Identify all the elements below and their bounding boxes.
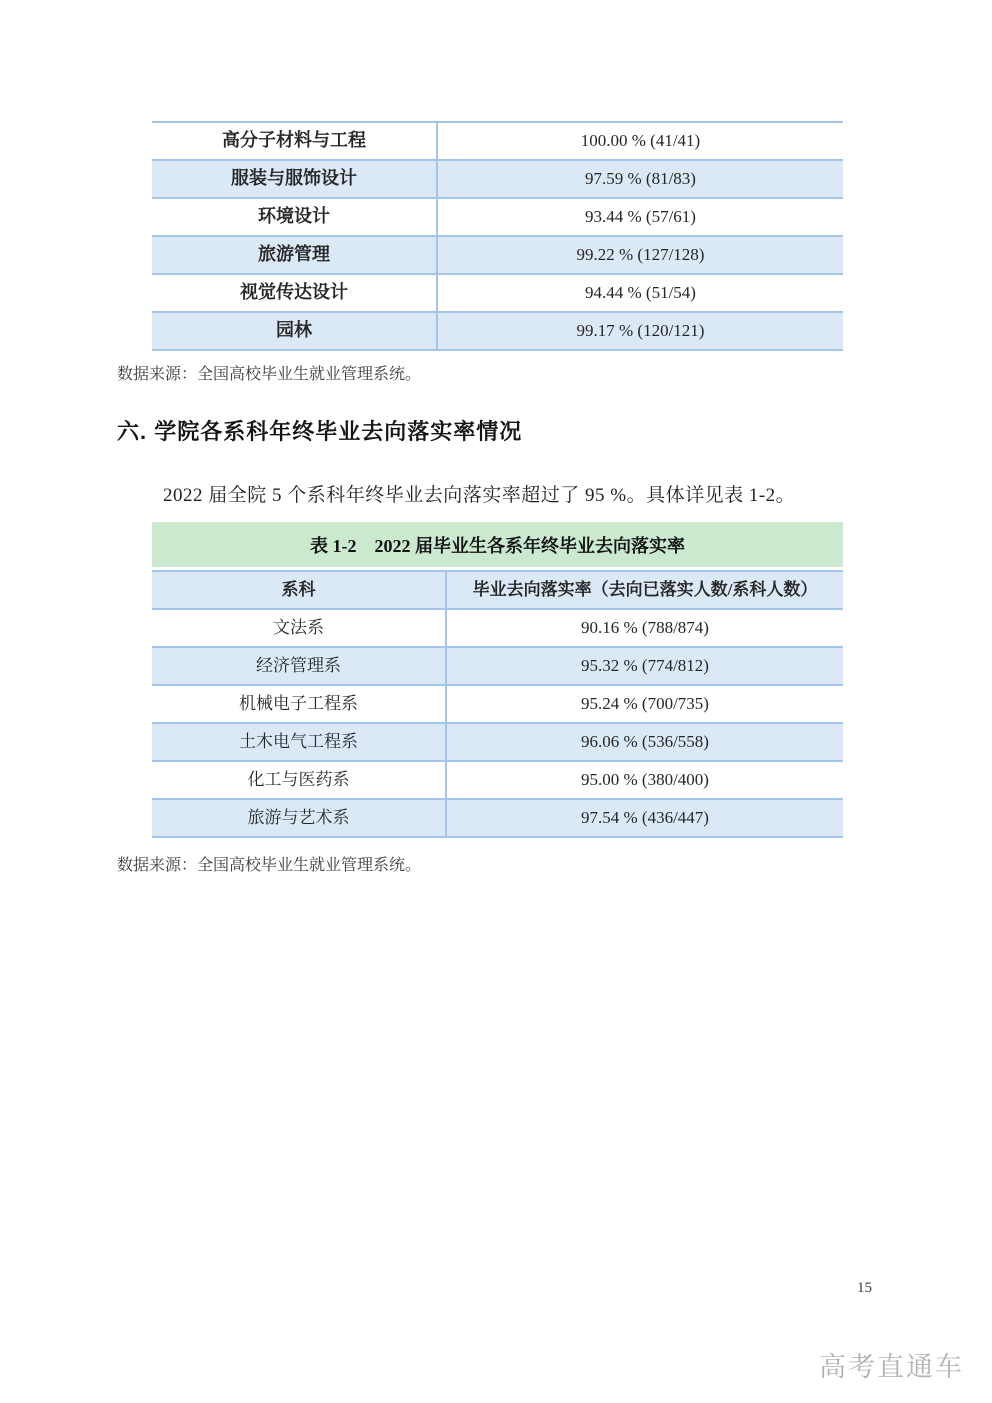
column-header-rate: 毕业去向落实率（去向已落实人数/系科人数） xyxy=(446,571,843,609)
table-row xyxy=(152,236,843,274)
majors-rate-table xyxy=(152,121,843,351)
rate-value-cell: 95.24 % (700/735) xyxy=(446,685,843,723)
table-row xyxy=(152,198,843,236)
major-name-cell: 高分子材料与工程 xyxy=(222,130,366,151)
department-name-cell: 文法系 xyxy=(273,617,324,637)
major-name-cell: 园林 xyxy=(276,320,312,341)
department-name-cell: 土木电气工程系 xyxy=(239,731,358,751)
major-name-cell: 环境设计 xyxy=(258,206,330,227)
column-header-department: 系科 xyxy=(152,571,446,609)
department-name-cell: 旅游与艺术系 xyxy=(247,807,350,827)
department-name-cell: 经济管理系 xyxy=(256,655,341,675)
table-row xyxy=(152,609,843,647)
rate-value-cell: 96.06 % (536/558) xyxy=(446,723,843,761)
table-caption: 表 1-2 2022 届毕业生各系年终毕业去向落实率 xyxy=(152,522,843,567)
intro-paragraph: 2022 届全院 5 个系科年终毕业去向落实率超过了 95 %。具体详见表 1-2。 xyxy=(163,485,796,506)
rate-value-cell: 95.00 % (380/400) xyxy=(446,761,843,799)
table-row xyxy=(152,647,843,685)
department-name-cell: 机械电子工程系 xyxy=(239,693,358,713)
departments-table-wrap xyxy=(152,522,843,838)
rate-value-cell: 93.44 % (57/61) xyxy=(437,198,843,236)
watermark: 高考直通车 xyxy=(819,1352,964,1382)
rate-value-cell: 99.17 % (120/121) xyxy=(437,312,843,350)
data-source-note: 数据来源：全国高校毕业生就业管理系统。 xyxy=(117,857,422,874)
rate-value-cell: 95.32 % (774/812) xyxy=(446,647,843,685)
page-number: 15 xyxy=(857,1280,872,1296)
table-header-row xyxy=(152,571,843,609)
table-row xyxy=(152,312,843,350)
rate-value-cell: 100.00 % (41/41) xyxy=(437,122,843,160)
rate-value-cell: 99.22 % (127/128) xyxy=(437,236,843,274)
department-name-cell: 化工与医药系 xyxy=(247,769,350,789)
data-source-note: 数据来源：全国高校毕业生就业管理系统。 xyxy=(117,366,422,383)
rate-value-cell: 90.16 % (788/874) xyxy=(446,609,843,647)
rate-value-cell: 97.54 % (436/447) xyxy=(446,799,843,837)
departments-rate-table xyxy=(152,570,843,838)
major-name-cell: 服装与服饰设计 xyxy=(231,168,357,189)
section-heading: 六. 学院各系科年终毕业去向落实率情况 xyxy=(117,419,523,444)
table-row xyxy=(152,685,843,723)
major-name-cell: 视觉传达设计 xyxy=(240,282,348,303)
table-row xyxy=(152,761,843,799)
rate-value-cell: 94.44 % (51/54) xyxy=(437,274,843,312)
majors-table-wrap xyxy=(152,121,843,351)
table-row xyxy=(152,274,843,312)
table-row xyxy=(152,122,843,160)
major-name-cell: 旅游管理 xyxy=(258,244,330,265)
table-row xyxy=(152,160,843,198)
table-row xyxy=(152,723,843,761)
table-row xyxy=(152,799,843,837)
rate-value-cell: 97.59 % (81/83) xyxy=(437,160,843,198)
